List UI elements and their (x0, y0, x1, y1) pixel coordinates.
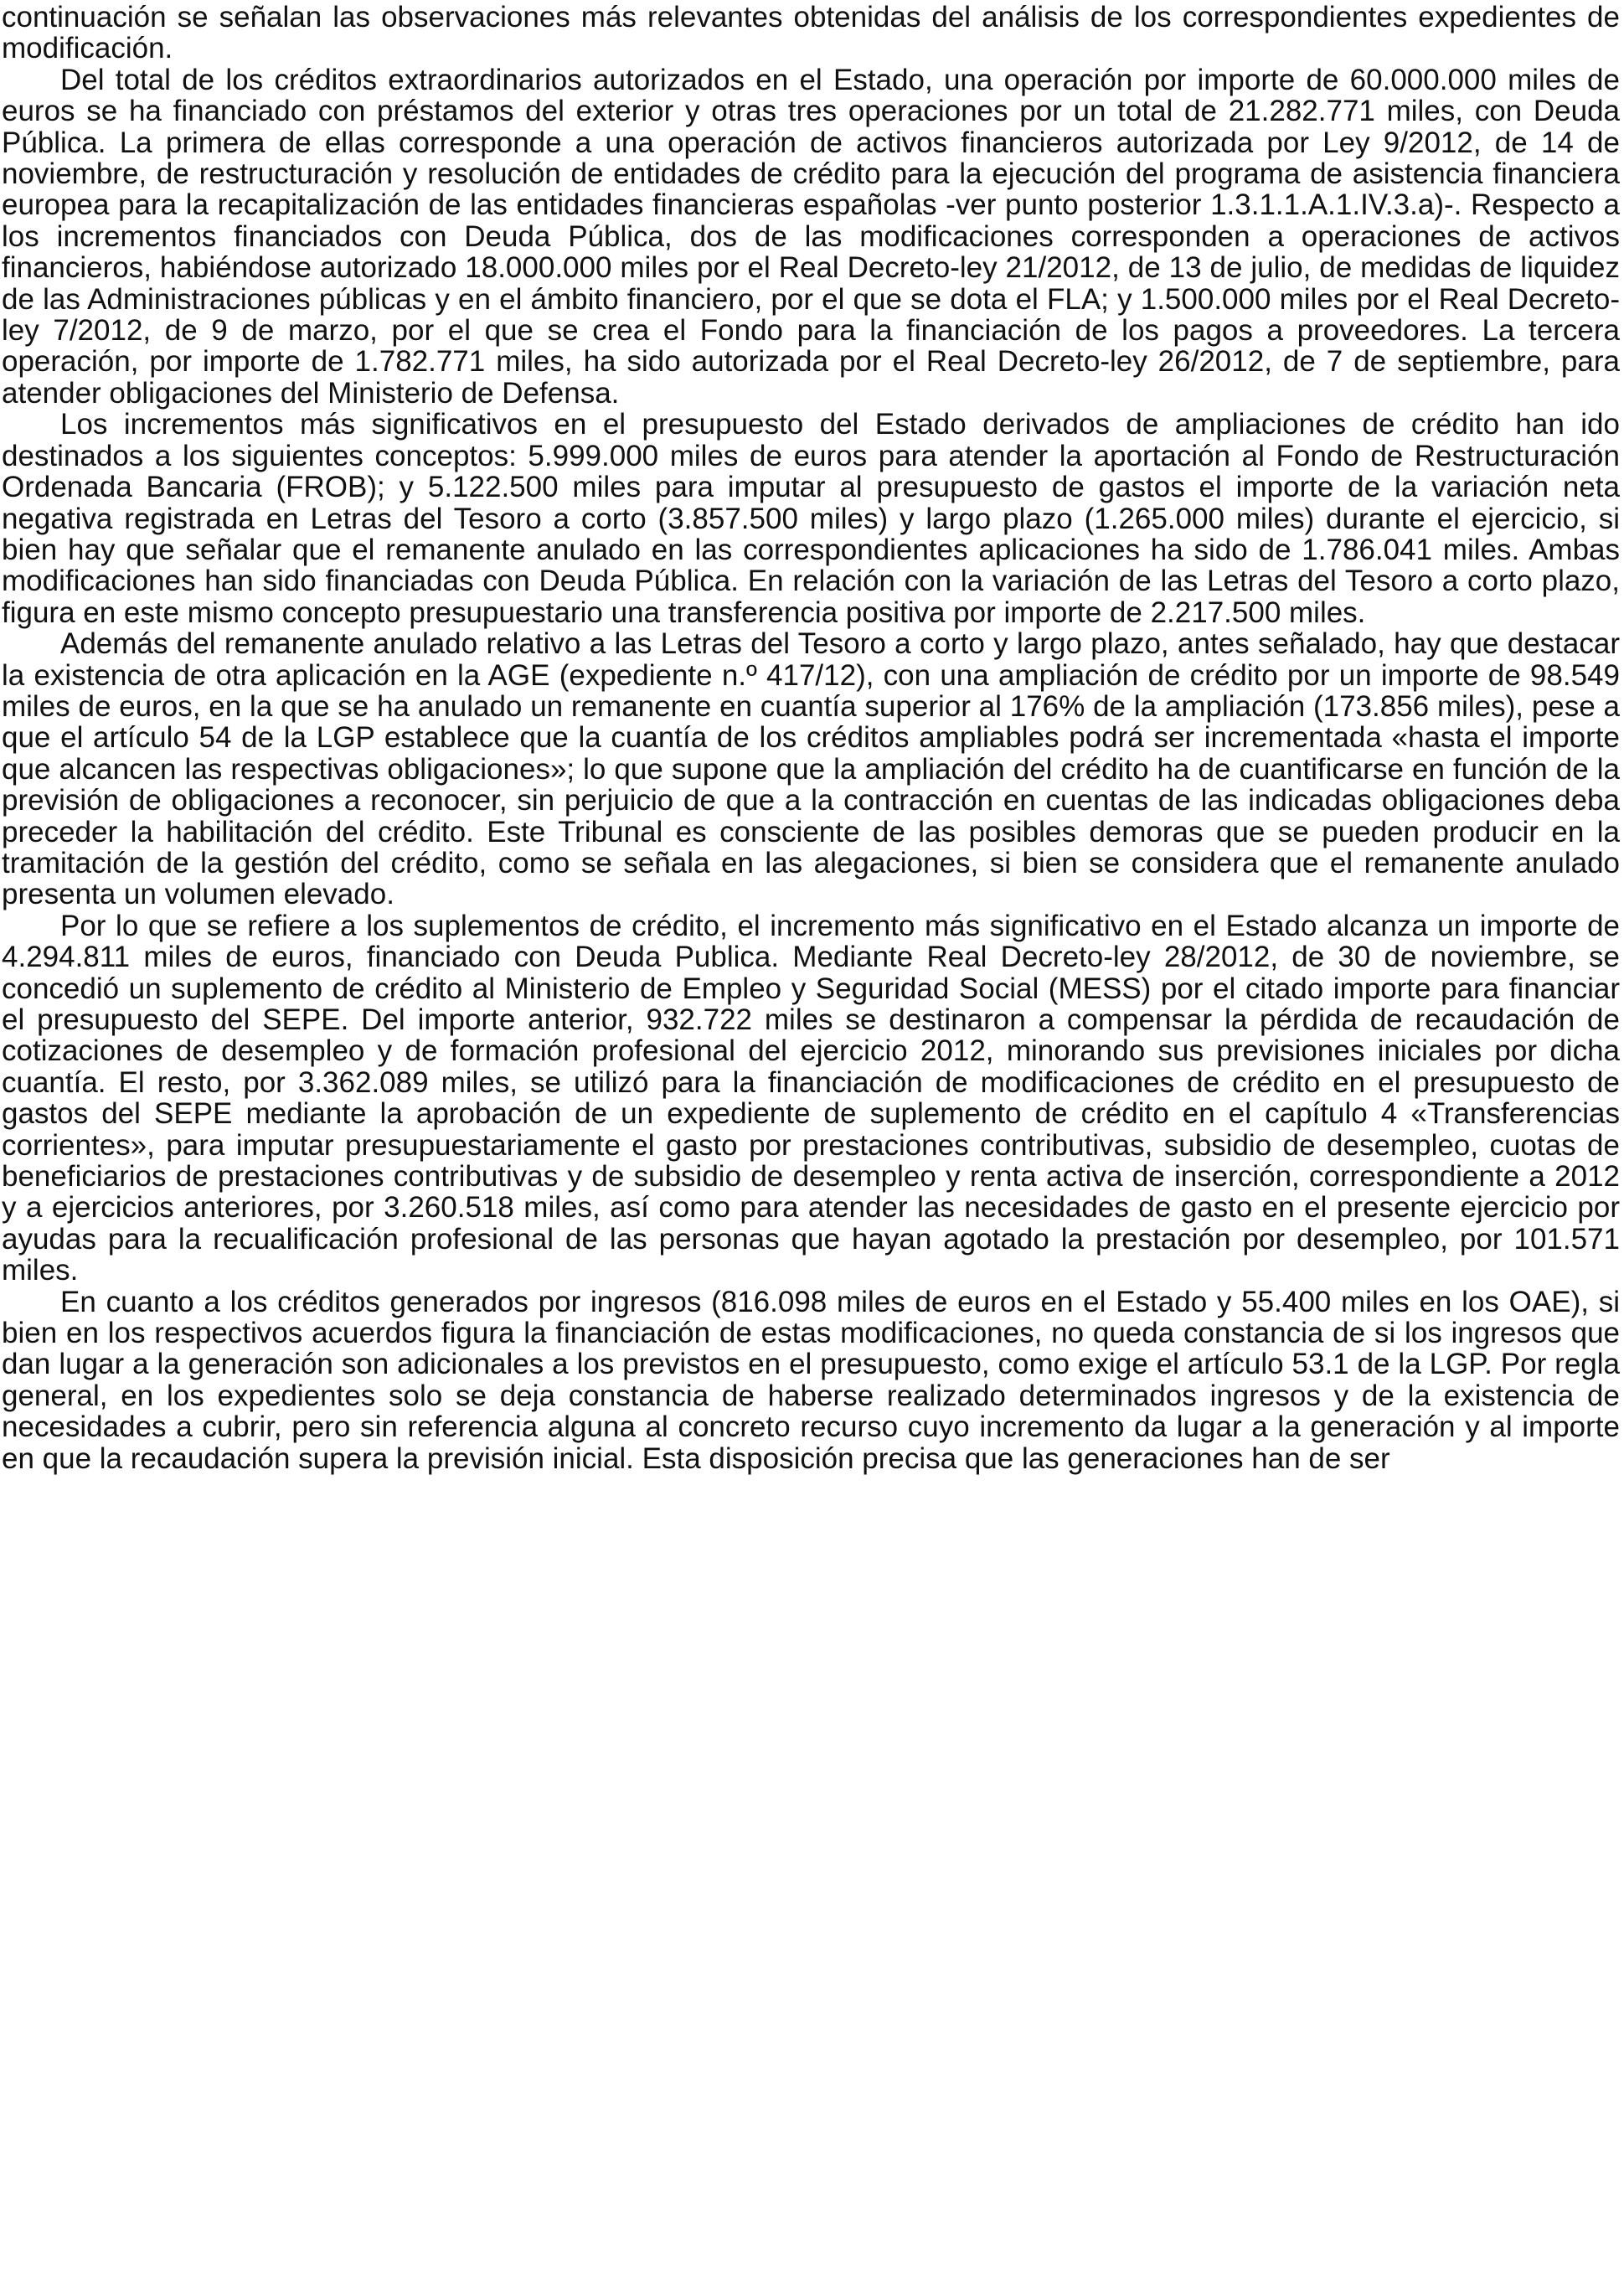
paragraph-intro-continuation: continuación se señalan las observaciones más relevantes obtenidas del análisis de los correspondientes expedientes de modificación. (2, 1, 1620, 65)
paragraph-creditos-extraordinarios: Del total de los créditos extraordinarios autorizados en el Estado, una operación por importe de 60.000.000 miles de euros se ha financiado con préstamos del exterior y otras tres operaciones por un total de 21.282.771 miles, con Deuda Pública. La primera de ellas corresponde a una operación de activos financieros autorizada por Ley 9/2012, de 14 de noviembre, de restructuración y resolución de entidades de crédito para la ejecución del programa de asistencia financiera europea para la recapitalización de las entidades financieras españolas -ver punto posterior 1.3.1.1.A.1.IV.3.a)-. Respecto a los incrementos financiados con Deuda Pública, dos de las modificaciones corresponden a operaciones de activos financieros, habiéndose autorizado 18.000.000 miles por el Real Decreto-ley 21/2012, de 13 de julio, de medidas de liquidez de las Administraciones públicas y en el ámbito financiero, por el que se dota el FLA; y 1.500.000 miles por el Real Decreto-ley 7/2012, de 9 de marzo, por el que se crea el Fondo para la financiación de los pagos a proveedores. La tercera operación, por importe de 1.782.771 miles, ha sido autorizada por el Real Decreto-ley 26/2012, de 7 de septiembre, para atender obligaciones del Ministerio de Defensa. (2, 63, 1620, 410)
paragraph-creditos-generados: En cuanto a los créditos generados por ingresos (816.098 miles de euros en el Estado y 55.400 miles en los OAE), si bien en los respectivos acuerdos figura la financiación de estas modificaciones, no queda constancia de si los ingresos que dan lugar a la generación son adicionales a los previstos en el presupuesto, como exige el artículo 53.1 de la LGP. Por regla general, en los expedientes solo se deja constancia de haberse realizado determinados ingresos y de la existencia de necesidades a cubrir, pero sin referencia alguna al concreto recurso cuyo incremento da lugar a la generación y al importe en que la recaudación supera la previsión inicial. Esta disposición precisa que las generaciones han de ser (2, 1285, 1620, 1475)
paragraph-suplementos-credito: Por lo que se refiere a los suplementos de crédito, el incremento más significativo en el Estado alcanza un importe de 4.294.811 miles de euros, financiado con Deuda Publica. Mediante Real Decreto-ley 28/2012, de 30 de noviembre, se concedió un suplemento de crédito al Ministerio de Empleo y Seguridad Social (MESS) por el citado importe para financiar el presupuesto del SEPE. Del importe anterior, 932.722 miles se destinaron a compensar la pérdida de recaudación de cotizaciones de desempleo y de formación profesional del ejercicio 2012, minorando sus previsiones iniciales por dicha cuantía. El resto, por 3.362.089 miles, se utilizó para la financiación de modificaciones de crédito en el presupuesto de gastos del SEPE mediante la aprobación de un expediente de suplemento de crédito en el capítulo 4 «Transferencias corrientes», para imputar presupuestariamente el gasto por prestaciones contributivas, subsidio de desempleo, cuotas de beneficiarios de prestaciones contributivas y de subsidio de desempleo y renta activa de inserción, correspondiente a 2012 y a ejercicios anteriores, por 3.260.518 miles, así como para atender las necesidades de gasto en el presente ejercicio por ayudas para la recualificación profesional de las personas que hayan agotado la prestación por desempleo, por 101.571 miles. (2, 909, 1620, 1287)
paragraph-ampliaciones-credito: Los incrementos más significativos en el presupuesto del Estado derivados de ampliaciones de crédito han ido destinados a los siguientes conceptos: 5.999.000 miles de euros para atender la aportación al Fondo de Restructuración Ordenada Bancaria (FROB); y 5.122.500 miles para imputar al presupuesto de gastos el importe de la variación neta negativa registrada en Letras del Tesoro a corto (3.857.500 miles) y largo plazo (1.265.000 miles) durante el ejercicio, si bien hay que señalar que el remanente anulado en las correspondientes aplicaciones ha sido de 1.786.041 miles. Ambas modificaciones han sido financiadas con Deuda Pública. En relación con la variación de las Letras del Tesoro a corto plazo, figura en este mismo concepto presupuestario una transferencia positiva por importe de 2.217.500 miles. (2, 408, 1620, 629)
paragraph-remanente-anulado: Además del remanente anulado relativo a las Letras del Tesoro a corto y largo plazo, antes señalado, hay que destacar la existencia de otra aplicación en la AGE (expediente n.º 417/12), con una ampliación de crédito por un importe de 98.549 miles de euros, en la que se ha anulado un remanente en cuantía superior al 176% de la ampliación (173.856 miles), pese a que el artículo 54 de la LGP establece que la cuantía de los créditos ampliables podrá ser incrementada «hasta el importe que alcancen las respectivas obligaciones»; lo que supone que la ampliación del crédito ha de cuantificarse en función de la previsión de obligaciones a reconocer, sin perjuicio de que a la contracción en cuentas de las indicadas obligaciones deba preceder la habilitación del crédito. Este Tribunal es consciente de las posibles demoras que se pueden producir en la tramitación de la gestión del crédito, como se señala en las alegaciones, si bien se considera que el remanente anulado presenta un volumen elevado. (2, 627, 1620, 911)
document-body (2, 2, 1620, 1474)
